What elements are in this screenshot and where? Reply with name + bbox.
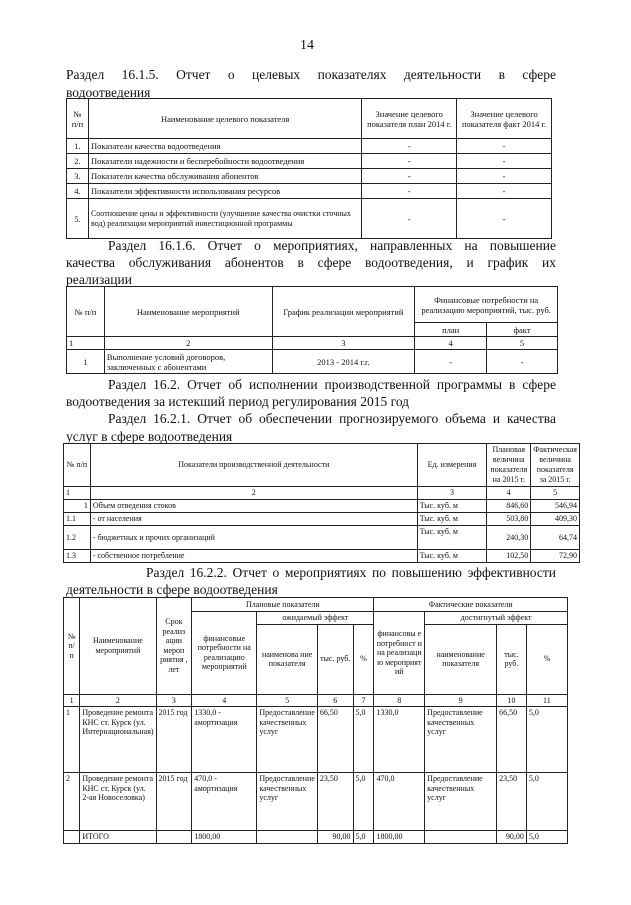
table-row: 1.1 - от населения Тыс. куб. м 503,80 409,30	[64, 513, 580, 526]
table-row: 1 Объем отведения стоков Тыс. куб. м 846,60 546,94	[64, 500, 580, 513]
efficiency-measures-table: № п/ п Наименование мероприятий Срок реализ ации мероп риятия , лет Плановые показатели Фактические показатели финансовые потребности на реализацию мероприятий ожидаемый эффект финансовы е потребност и на реализаци ю мероприят ий достигнутый эффект наименова ние показателя тыс. руб. % наименование показателя тыс. руб. % 1 2 3 4 5 6 7 8 9 10 11 1 Проведение ремонта КНС ст. Курск (ул. Интернациональная) 2015 год 1330,0 - амортизация Предоставление качественных услуг 66,50 5,0 1330,0 Предоставление качественных услуг 66,50 5,0 2 Проведение ремонта КНС ст. Курск (ул. 2-ая Новоселовка) 2015 год 470,0 - амортизация Предоставление качественных услуг 23,50 5,0 470,0 Предоставление качественных услуг 23,50 5,0 ИТОГО 1800,00 90,00 5,0 1800,00 90,00 5,0	[63, 597, 568, 844]
section-heading-16-1-5: Раздел 16.1.5. Отчет о целевых показателях деятельности в сфере	[66, 67, 556, 82]
page-number: 14	[300, 38, 314, 53]
col-header-fact: Значение целевого показателя факт 2014 г.	[457, 99, 552, 139]
col-header-plan: Значение целевого показателя план 2014 г.	[362, 99, 457, 139]
section-heading-16-2: Раздел 16.2. Отчет об исполнении производственной программы в сфере	[108, 377, 556, 392]
section-heading-16-2-1-cont: услуг в сфере водоотведения	[66, 429, 233, 444]
target-indicators-table	[66, 98, 552, 239]
table-row: 1 Проведение ремонта КНС ст. Курск (ул. Интернациональная) 2015 год 1330,0 - амортизация Предоставление качественных услуг 66,50 5,0 1330,0 Предоставление качественных услуг 66,50 5,0	[64, 707, 568, 773]
table-row: 1. Показатели качества водоотведения - -	[67, 139, 552, 154]
table-row: 1.3 - собственное потребление Тыс. куб. м 102,50 72,90	[64, 550, 580, 563]
production-volume-table: № п/п Показатели производственной деятельности Ед. измерения Плановая величина показателя на 2015 г. Фактическая величина показателя за 2015 г. 1 2 3 4 5 1 Объем отведения стоков Тыс. куб. м 846,60 546,94 1.1 - от населения Тыс. куб. м 503,80 409,30 1.2 - бюджетных и прочих организаций Тыс. куб. м 240,30 64,74 1.3 - собственное потребление Тыс. куб. м 102,50 72,90	[63, 443, 580, 563]
table-row: 1.2 - бюджетных и прочих организаций Тыс. куб. м 240,30 64,74	[64, 526, 580, 550]
section-heading-16-1-6-cont2: реализации	[66, 272, 132, 287]
table-row: 3. Показатели качества обслуживания абонентов - -	[67, 169, 552, 184]
table-row: 2. Показатели надежности и бесперебойности водоотведения - -	[67, 154, 552, 169]
section-heading-16-1-5-cont: водоотведения	[66, 85, 151, 100]
section-heading-16-2-cont: водоотведения за истекший период регулирования 2015 год	[66, 394, 410, 409]
table-row-total: ИТОГО 1800,00 90,00 5,0 1800,00 90,00 5,0	[64, 831, 568, 844]
col-header-name: Наименование целевого показателя	[88, 99, 361, 139]
section-heading-16-2-2-cont: деятельности в сфере водоотведения	[66, 582, 278, 597]
table-row: 1 Выполнение условий договоров, заключенных с абонентами 2013 - 2014 г.г. - -	[67, 350, 558, 374]
section-heading-16-2-1: Раздел 16.2.1. Отчет об обеспечении прогнозируемого объема и качества	[108, 411, 556, 426]
table-row: 5. Соотношение цены и эффективности (улучшение качества очистки сточных вод) реализации мероприятий инвестиционной программы - -	[67, 199, 552, 239]
activities-table: № п/п Наименование мероприятий График реализации мероприятий Финансовые потребности на реализацию мероприятий, тыс. руб. план факт 1 2 3 4 5 1 Выполнение условий договоров, заключенных с абонентами 2013 - 2014 г.г. - -	[66, 286, 558, 374]
table-row: 2 Проведение ремонта КНС ст. Курск (ул. 2-ая Новоселовка) 2015 год 470,0 - амортизация Предоставление качественных услуг 23,50 5,0 470,0 Предоставление качественных услуг 23,50 5,0	[64, 773, 568, 831]
table-row: 4. Показатели эффективности использования ресурсов - -	[67, 184, 552, 199]
section-heading-16-1-6-cont: качества обслуживания абонентов в сфере водоотведения, и график их	[66, 255, 556, 270]
section-heading-16-1-6: Раздел 16.1.6. Отчет о мероприятиях, направленных на повышение	[108, 238, 556, 253]
col-header-num: № п/п	[67, 99, 89, 139]
section-heading-16-2-2: Раздел 16.2.2. Отчет о мероприятиях по повышению эффективности	[146, 565, 556, 580]
